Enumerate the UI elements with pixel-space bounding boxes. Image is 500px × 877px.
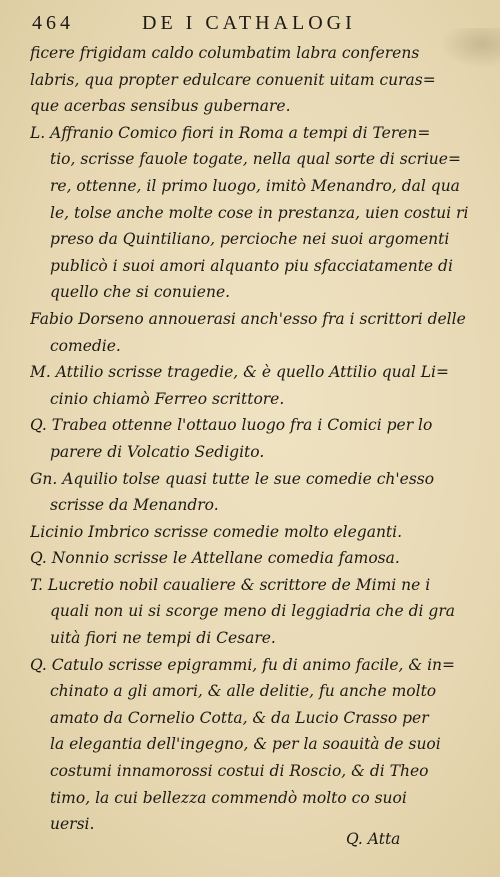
text-line: le, tolse anche molte cose in prestanza, uien costui ri <box>50 203 469 222</box>
text-line: chinato a gli amori, & alle delitie, fu anche molto <box>50 682 437 701</box>
page-number: 464 <box>32 12 74 34</box>
text-line: uità fiori ne tempi di Cesare. <box>50 629 276 648</box>
text-line: amato da Cornelio Cotta, & da Lucio Crasso per <box>50 708 429 727</box>
text-line: timo, la cui bellezza commendò molto co suoi <box>50 788 407 807</box>
text-line: re, ottenne, il primo luogo, imitò Menandro, dal qua <box>50 176 460 195</box>
text-line: publicò i suoi amori alquanto piu sfacciatamente di <box>50 256 453 275</box>
text-line: scrisse da Menandro. <box>50 496 219 515</box>
text-line: cinio chiamò Ferreo scrittore. <box>50 389 285 408</box>
text-line: quello che si conuiene. <box>50 283 231 302</box>
text-line: ficere frigidam caldo columbatim labra conferens <box>30 44 420 62</box>
text-line: Q. Nonnio scrisse le Attellane comedia famosa. <box>30 549 400 568</box>
page-header <box>32 12 472 38</box>
text-line: quali non ui si scorge meno di leggiadria che di gra <box>50 602 456 621</box>
text-line: Licinio Imbrico scrisse comedie molto eleganti. <box>30 522 403 541</box>
text-line: la elegantia dell'ingegno, & per la soauità de suoi <box>50 735 441 754</box>
running-head: DE I CATHALOGI <box>142 12 356 34</box>
text-line: que acerbas sensibus gubernare. <box>30 97 291 116</box>
text-line: Q. Trabea ottenne l'ottauo luogo fra i Comici per lo <box>30 416 433 435</box>
text-line: tio, scrisse fauole togate, nella qual sorte di scriue= <box>50 150 461 169</box>
text-line: L. Affranio Comico fiori in Roma a tempi di Teren= <box>30 123 431 142</box>
body-text <box>30 40 470 838</box>
text-line: M. Attilio scrisse tragedie, & è quello Attilio qual Li= <box>30 363 449 382</box>
catchword: Q. Atta <box>346 830 401 848</box>
text-line: Fabio Dorseno annouerasi anch'esso fra i scrittori delle <box>30 309 466 328</box>
text-line: parere di Volcatio Sedigito. <box>50 442 265 461</box>
text-line: uersi. <box>50 815 95 834</box>
text-line: comedie. <box>50 336 121 355</box>
text-line: preso da Quintiliano, percioche nei suoi argomenti <box>50 230 450 249</box>
text-line: Gn. Aquilio tolse quasi tutte le sue comedie ch'esso <box>30 469 435 488</box>
text-line: costumi innamorossi costui di Roscio, & di Theo <box>50 762 429 781</box>
text-line: Q. Catulo scrisse epigrammi, fu di animo facile, & in= <box>30 655 456 674</box>
text-line: labris, qua propter edulcare conuenit uitam curas= <box>30 70 436 89</box>
text-line: T. Lucretio nobil caualiere & scrittore de Mimi ne i <box>30 575 431 594</box>
